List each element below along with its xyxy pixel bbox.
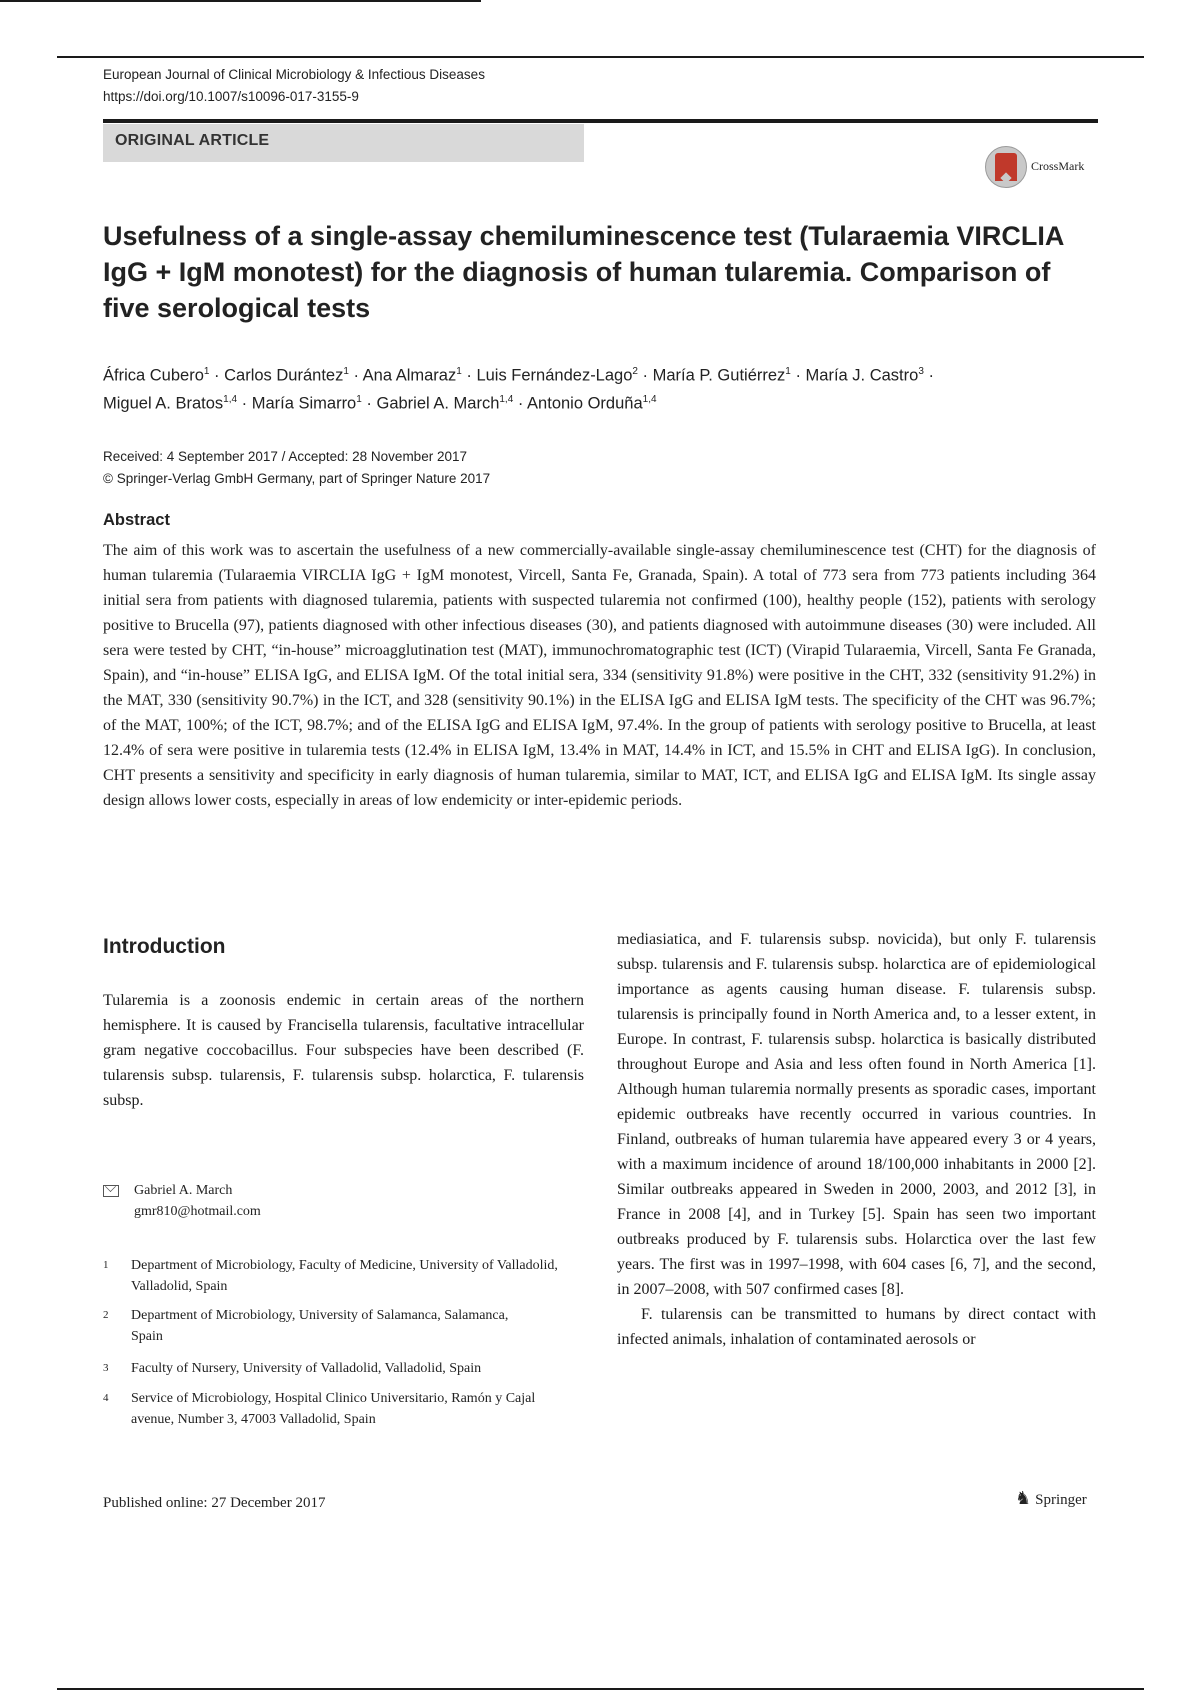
author-affiliation: 1 <box>356 393 362 405</box>
author[interactable]: Carlos Durántez <box>224 366 344 385</box>
email-icon <box>103 1185 119 1197</box>
received-accepted: Received: 4 September 2017 / Accepted: 28 November 2017 <box>103 449 467 464</box>
footnote-rule <box>0 0 481 2</box>
crossmark-label: CrossMark <box>1031 159 1085 173</box>
author-affiliation: 1 <box>203 366 210 377</box>
affiliations <box>103 1255 584 1435</box>
introduction-paragraph: Tularemia is a zoonosis endemic in certain areas of the northern hemisphere. It is caused by Francisella tularensis, facultative intracellular gram negative coccobacillus. Four subspecies have been described (F. tularensis subsp. tularensis, F. tularensis subsp. holarctica, F. tularensis subsp. <box>103 992 584 1109</box>
top-rule <box>57 56 1144 58</box>
journal-name: European Journal of Clinical Microbiology & Infectious Diseases <box>103 67 485 82</box>
introduction-column-2 <box>617 927 1096 1352</box>
author-affiliation: 1 <box>785 366 791 377</box>
author[interactable]: Antonio Orduña <box>527 394 643 412</box>
header-rule <box>103 119 1098 123</box>
affiliation-number: 1 <box>103 1259 109 1271</box>
author-affiliation: 1 <box>343 366 349 377</box>
crossmark-badge[interactable] <box>985 146 1200 190</box>
author-affiliation: 3 <box>918 366 924 377</box>
published-online: Published online: 27 December 2017 <box>103 1495 326 1511</box>
affiliation-text: Faculty of Nursery, University of Valladolid, Valladolid, Spain <box>131 1361 482 1376</box>
correspondence-email[interactable]: gmr810@hotmail.com <box>134 1204 261 1219</box>
author-list: África Cubero$^1$ · Carlos Durántez$^1$ · Ana Almaraz$^1$ · Luis Fernández-Lago$^2$ · María P. Gutiérrez$^1$ · María J. Castro$^3$ · Miguel A. Bratos$^{1,4}$ · María Simarro$^1$ · Gabriel A. March$^{1,4}$ · Antonio Orduña$^{1,4}$ <box>103 366 934 412</box>
copyright: © Springer-Verlag GmbH Germany, part of Springer Nature 2017 <box>103 471 491 486</box>
correspondence-name: Gabriel A. March <box>134 1183 233 1198</box>
article-dates <box>103 446 490 490</box>
introduction-paragraph: mediasiatica, and F. tularensis subsp. novicida), but only F. tularensis subsp. tularensis and F. tularensis subsp. holarctica are of epidemiological importance as agents causing human disease. F. tularensis subsp. tularensis is principally found in North America and, to a lesser extent, in Europe. In contrast, F. tularensis subsp. holarctica is basically distributed throughout Europe and Asia and less often found in North America [1]. Although human tularemia normally presents as sporadic cases, important epidemic outbreaks have recently occurred in various countries. In Finland, outbreaks of human tularemia have appeared every 3 or 4 years, with a maximum incidence of around 18/100,000 inhabitants in 2000 [2]. Similar outbreaks appeared in Sweden in 2000, 2003, and 2012 [3], in France in 2008 [4], and in Turkey [5]. Spain has seen two important outbreaks produced by F. tularensis subs. Holarctica over the last few years. The first was in 1997–1998, with 604 cases [6, 7], and the second, in 2007–2008, with 507 confirmed cases [8]. <box>617 931 1096 1298</box>
introduction-paragraph: F. tularensis can be transmitted to humans by direct contact with infected animals, inhalation of contaminated aerosols or <box>617 1306 1096 1348</box>
author[interactable]: Luis Fernández-Lago <box>476 366 633 385</box>
affiliation-number: 4 <box>103 1392 109 1404</box>
springer-horse-icon: ♞ <box>1015 1488 1032 1508</box>
journal-header <box>103 64 485 108</box>
affiliation-text: Service of Microbiology, Hospital Clinico Universitario, Ramón y Cajal avenue, Number 3, 47003 Valladolid, Spain <box>131 1391 536 1427</box>
affiliation-number: 2 <box>103 1309 109 1321</box>
author[interactable]: María J. Castro <box>805 366 919 385</box>
abstract-text: The aim of this work was to ascertain the usefulness of a new commercially-available single-assay chemiluminescence test (CHT) for the diagnosis of human tularemia (Tularaemia VIRCLIA IgG + IgM monotest, Vircell, Santa Fe, Granada, Spain). A total of 773 sera from 773 patients including 364 initial sera from patients with diagnosed tularemia, patients with suspected tularemia not confirmed (100), healthy people (152), patients with serology positive to Brucella (97), patients diagnosed with other infectious diseases (30), and patients diagnosed with autoimmune diseases (30) were included. All sera were tested by CHT, “in-house” microagglutination test (MAT), immunochromatographic test (ICT) (Virapid Tularaemia, Vircell, Santa Fe Granada, Spain), and “in-house” ELISA IgG, and ELISA IgM. Of the total initial sera, 334 (sensitivity 91.8%) were positive in the CHT, 332 (sensitivity 91.2%) in the MAT, 330 (sensitivity 90.7%) in the ICT, and 328 (sensitivity 90.1%) in the ELISA IgG and ELISA IgM tests. The specificity of the CHT was 96.7%; of the MAT, 100%; of the ICT, 98.7%; and of the ELISA IgG and ELISA IgM, 97.4%. In the group of patients with serology positive to Brucella, at least 12.4% of sera were positive in tularemia tests (12.4% in ELISA IgM, 13.4% in MAT, 14.4% in ICT, and 15.5% in CHT and ELISA IgG). In conclusion, CHT presents a sensitivity and specificity in early diagnosis of human tularemia, similar to MAT, ICT, and ELISA IgG and ELISA IgM. Its single assay design allows lower costs, especially in areas of low endemicity or inter-epidemic periods. <box>103 542 1096 809</box>
author-affiliation: 1 <box>456 366 462 377</box>
publisher-name: Springer <box>1035 1492 1087 1508</box>
correspondence <box>134 1180 261 1222</box>
author-affiliation: 1,4 <box>223 393 238 405</box>
author[interactable]: María P. Gutiérrez <box>652 366 786 385</box>
author[interactable]: África Cubero <box>103 366 204 385</box>
introduction-heading: Introduction <box>103 935 226 958</box>
affiliation-number: 3 <box>103 1362 109 1374</box>
author-affiliation: 1,4 <box>499 393 514 405</box>
affiliation-text: Department of Microbiology, University of Salamanca, Salamanca, Spain <box>131 1308 509 1344</box>
author-affiliation: 2 <box>632 366 638 377</box>
abstract-heading: Abstract <box>103 511 170 529</box>
publisher-logo <box>1015 1488 1087 1509</box>
crossmark-icon <box>985 146 1027 188</box>
article-title: Usefulness of a single-assay chemiluminescence test (Tularaemia VIRCLIA IgG + IgM monotest) for the diagnosis of human tularemia. Comparison of five serological tests <box>103 221 1064 323</box>
article-type-label: ORIGINAL ARTICLE <box>115 132 270 149</box>
author[interactable]: Ana Almaraz <box>362 366 457 385</box>
bottom-rule <box>57 1688 1144 1690</box>
author[interactable]: Gabriel A. March <box>376 394 500 412</box>
affiliation-text: Department of Microbiology, Faculty of Medicine, University of Valladolid, Valladolid, Spain <box>131 1258 558 1294</box>
author[interactable]: Miguel A. Bratos <box>103 394 224 412</box>
article-type-badge <box>103 124 584 162</box>
doi-link[interactable]: https://doi.org/10.1007/s10096-017-3155-9 <box>103 89 359 104</box>
author-affiliation: 1,4 <box>642 393 657 405</box>
author[interactable]: María Simarro <box>251 394 357 412</box>
